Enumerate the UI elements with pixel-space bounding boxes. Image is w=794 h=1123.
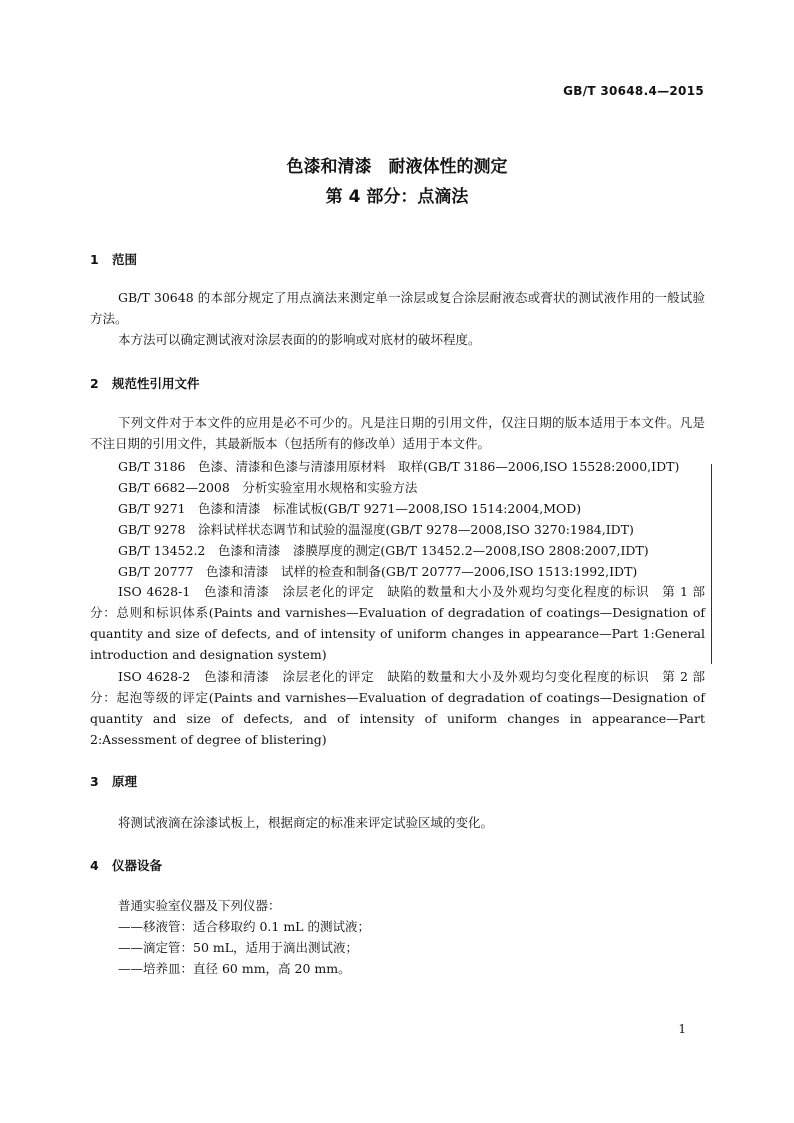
apparatus-item: ——培养皿：直径 60 mm，高 20 mm。 <box>118 961 351 976</box>
section-title: 范围 <box>112 252 138 267</box>
section-number: 1 <box>90 252 99 267</box>
section-heading-1 <box>90 250 137 268</box>
section-title: 原理 <box>112 774 138 789</box>
section-heading-3 <box>90 772 137 790</box>
section-title: 仪器设备 <box>112 858 163 873</box>
reference-item: GB/T 9271 色漆和清漆 标准试板(GB/T 9271—2008,ISO 1514:2004,MOD) <box>118 501 582 516</box>
apparatus-item: ——移液管：适合移取约 0.1 mL 的测试液； <box>118 919 370 934</box>
document-title-line1: 色漆和清漆 耐液体性的测定 <box>286 157 508 177</box>
reference-item: GB/T 13452.2 色漆和清漆 漆膜厚度的测定(GB/T 13452.2—2008,ISO 2808:2007,IDT) <box>118 543 649 558</box>
section-title: 规范性引用文件 <box>112 376 200 391</box>
section-number: 2 <box>90 376 99 391</box>
apparatus-intro: 普通实验室仪器及下列仪器： <box>118 898 281 913</box>
principle-paragraph: 将测试液滴在涂漆试板上，根据商定的标准来评定试验区域的变化。 <box>118 815 494 830</box>
reference-item: GB/T 6682—2008 分析实验室用水规格和实验方法 <box>118 480 418 495</box>
section-heading-2 <box>90 374 200 392</box>
reference-item: GB/T 3186 色漆、清漆和色漆与清漆用原材料 取样(GB/T 3186—2006,ISO 15528:2000,IDT) <box>118 459 680 474</box>
change-bar <box>711 464 712 664</box>
section-number: 3 <box>90 774 99 789</box>
section-number: 4 <box>90 858 99 873</box>
reference-item: GB/T 20777 色漆和清漆 试样的检查和制备(GB/T 20777—2006,ISO 1513:1992,IDT) <box>118 564 638 579</box>
reference-item: GB/T 9278 涂料试样状态调节和试验的温湿度(GB/T 9278—2008,ISO 3270:1984,IDT) <box>118 522 634 537</box>
scope-paragraph-2: 本方法可以确定测试液对涂层表面的的影响或对底材的破坏程度。 <box>118 332 481 347</box>
reference-iso-4628-1: ISO 4628-1 色漆和清漆 涂层老化的评定 缺陷的数量和大小及外观均匀变化程度的标识 第 1 部分：总则和标识体系(Paints and varnishes—Evaluation of degradation of coatings—Designation of quantity and size of defects, and of intensity of uniform changes in appearance—Part 1:General introduction and designation system) <box>90 584 705 662</box>
page-number: 1 <box>678 1022 686 1036</box>
document-title-line2: 第 4 部分：点滴法 <box>325 187 469 207</box>
references-intro: 下列文件对于本文件的应用是必不可少的。凡是注日期的引用文件，仅注日期的版本适用于本文件。凡是不注日期的引用文件，其最新版本（包括所有的修改单）适用于本文件。 <box>90 415 705 451</box>
section-heading-4 <box>90 856 162 874</box>
reference-iso-4628-2: ISO 4628-2 色漆和清漆 涂层老化的评定 缺陷的数量和大小及外观均匀变化程度的标识 第 2 部分：起泡等级的评定(Paints and varnishes—Evaluation of degradation of coatings—Designation of quantity and size of defects, and of intensity of uniform changes in appearance—Part 2:Assessment of degree of blistering) <box>90 669 705 747</box>
apparatus-item: ——滴定管：50 mL，适用于滴出测试液； <box>118 940 359 955</box>
scope-paragraph-1: GB/T 30648 的本部分规定了用点滴法来测定单一涂层或复合涂层耐液态或膏状的测试液作用的一般试验方法。 <box>90 290 705 326</box>
standard-code: GB/T 30648.4—2015 <box>563 84 704 98</box>
